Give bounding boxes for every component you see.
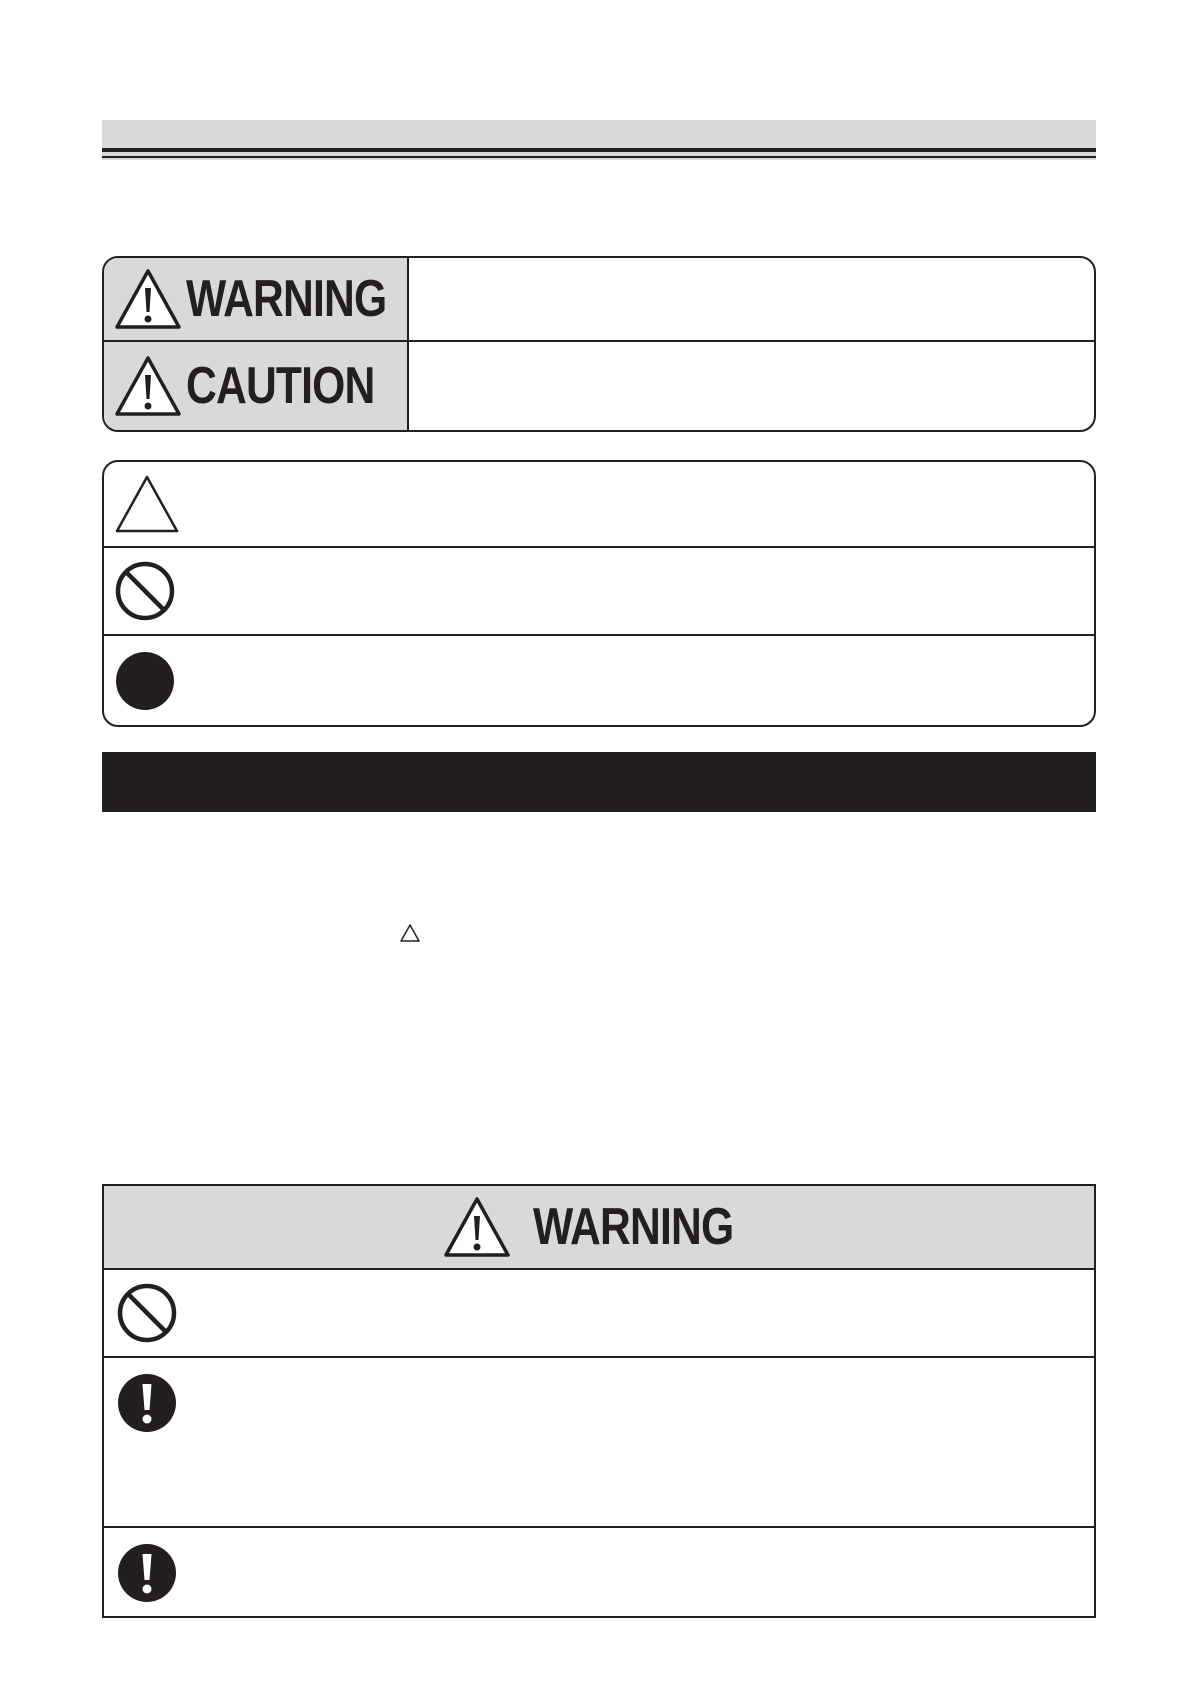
caution-description xyxy=(409,342,1094,430)
caution-label-cell xyxy=(104,342,409,430)
symbol-row-mandatory xyxy=(104,636,1094,725)
signal-word-table xyxy=(102,256,1096,432)
caution-signal-word: CAUTION xyxy=(186,357,375,415)
warning-description xyxy=(409,258,1094,340)
signal-row-warning xyxy=(104,258,1094,342)
warning-triangle-icon xyxy=(114,355,182,417)
symbol-legend-table xyxy=(102,460,1096,727)
signal-row-caution xyxy=(104,342,1094,430)
header-rule-thin xyxy=(102,156,1096,158)
warning-triangle-icon xyxy=(399,923,421,943)
warning-table-header xyxy=(104,1186,1094,1270)
mandatory-filled-circle-icon xyxy=(114,650,176,712)
prohibition-icon xyxy=(116,1282,178,1344)
warning-row-prohibition xyxy=(104,1270,1094,1358)
warning-row-mandatory-1 xyxy=(104,1358,1094,1528)
mandatory-exclamation-icon xyxy=(116,1372,1094,1434)
warning-triangle-icon xyxy=(114,268,182,330)
header-rule xyxy=(102,148,1096,152)
warning-label-cell xyxy=(104,258,409,340)
warning-row-mandatory-2 xyxy=(104,1528,1094,1616)
mandatory-exclamation-icon xyxy=(116,1542,1094,1604)
prohibition-icon xyxy=(114,560,176,622)
warning-triangle-icon xyxy=(443,1196,511,1258)
symbol-row-attention xyxy=(104,462,1094,548)
warning-table xyxy=(102,1184,1096,1618)
symbol-row-prohibition xyxy=(104,548,1094,636)
header-band xyxy=(102,120,1096,160)
section-heading-bar xyxy=(102,752,1096,812)
warning-triangle-icon xyxy=(114,474,180,534)
warning-signal-word: WARNING xyxy=(186,270,387,328)
warning-table-heading: WARNING xyxy=(532,1198,734,1256)
